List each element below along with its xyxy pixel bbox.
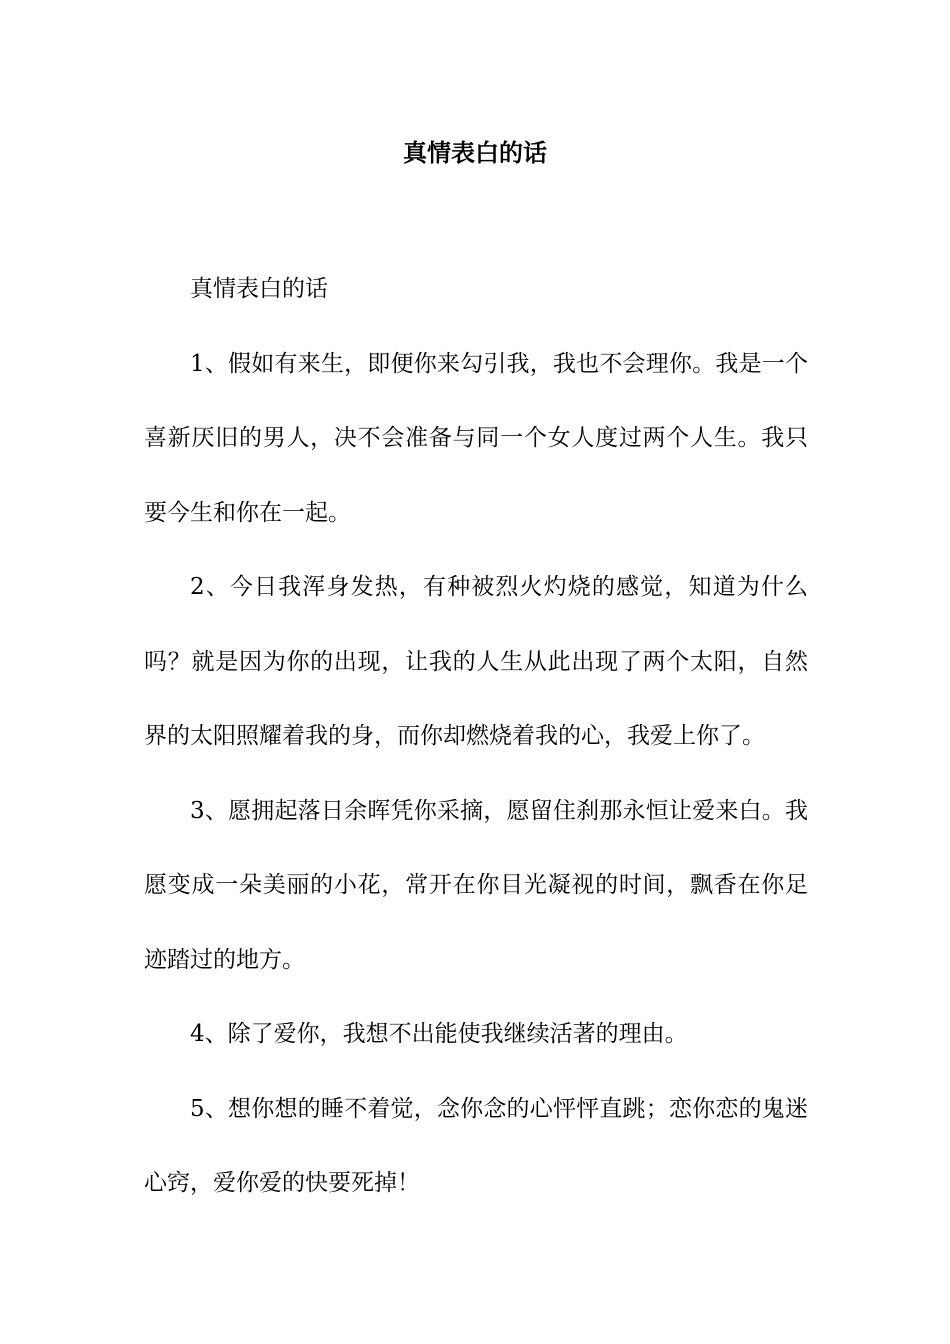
paragraph-heading: 真情表白的话 <box>190 276 328 302</box>
paragraph-item-1: 1、假如有来生，即便你来勾引我，我也不会理你。我是一个喜新厌旧的男人，决不会准备与同一个女人度过两个人生。我只要今生和你在一起。 <box>144 350 808 526</box>
paragraph-item-3: 3、愿拥起落日余晖凭你采摘，愿留住刹那永恒让爱来白。我愿变成一朵美丽的小花，常开在你目光凝视的时间，飘香在你足迹踏过的地方。 <box>144 797 808 973</box>
document-title: 真情表白的话 <box>403 138 547 167</box>
document-body <box>144 252 808 1221</box>
paragraph-item-4: 4、除了爱你，我想不出能使我继续活著的理由。 <box>190 1021 688 1047</box>
paragraph-item-5: 5、想你想的睡不着觉，念你念的心怦怦直跳；恋你恋的鬼迷心窍，爱你爱的快要死掉！ <box>144 1095 808 1196</box>
paragraph-item-2: 2、今日我浑身发热，有种被烈火灼烧的感觉，知道为什么吗？就是因为你的出现，让我的人生从此出现了两个太阳，自然界的太阳照耀着我的身，而你却燃烧着我的心，我爱上你了。 <box>144 574 808 749</box>
